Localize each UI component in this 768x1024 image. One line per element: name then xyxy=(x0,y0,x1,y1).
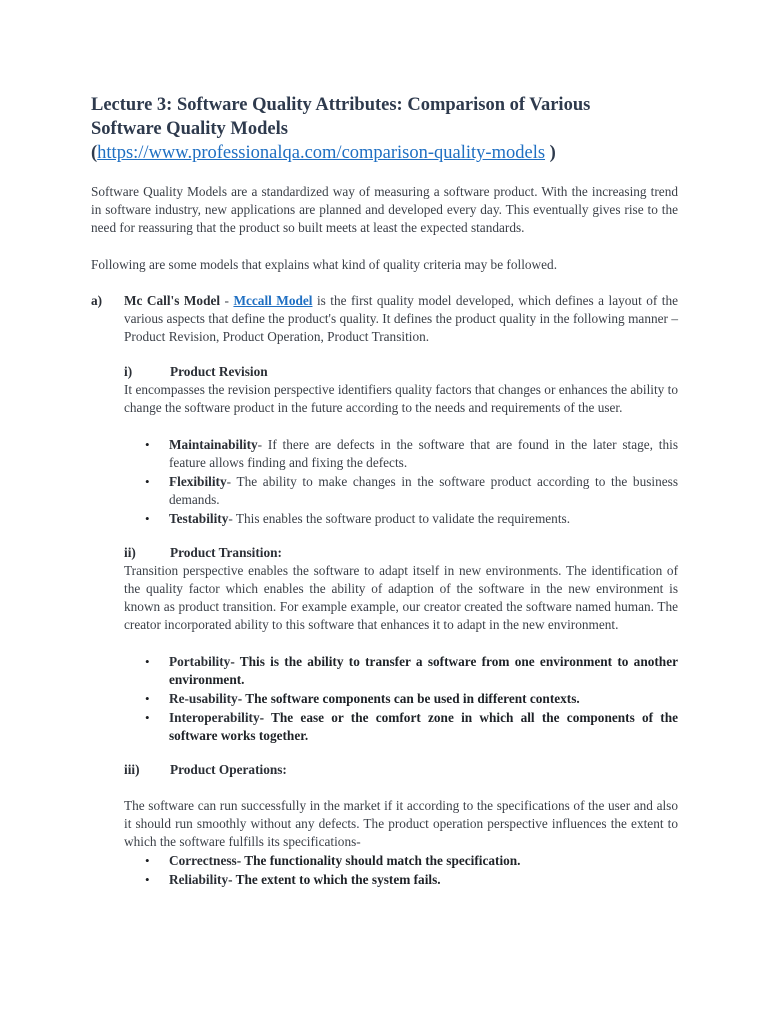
bullet-icon: • xyxy=(145,437,150,452)
document-page xyxy=(91,93,678,889)
mccall-text: is the first quality model developed, which defines a layout of the various aspects that define the product's quality. It defines the product quality in the following manner – Product Revision, Product Operation, Product Transition. xyxy=(124,293,679,344)
operations-num: iii) xyxy=(124,762,140,777)
list-item xyxy=(145,653,678,689)
section-marker: a) xyxy=(91,293,103,308)
paren-close: ) xyxy=(549,143,556,163)
bullet-icon: • xyxy=(145,710,150,725)
revision-heading-text: Product Revision xyxy=(170,364,268,379)
mccall-model-link[interactable]: Mccall Model xyxy=(233,293,313,308)
mccall-dash: - xyxy=(220,293,234,308)
item-desc: - If there are defects in the software that are found in the later stage, this feature allows finding and fixing the defects. xyxy=(169,437,678,470)
revision-paragraph: It encompasses the revision perspective identifiers quality factors that changes or enhances the ability to change the software product in the future according to the needs and requirements of the user. xyxy=(124,382,678,415)
list-item xyxy=(145,871,678,889)
item-desc: - The software components can be used in different contexts. xyxy=(237,691,580,706)
transition-heading xyxy=(124,544,678,562)
operations-list xyxy=(145,852,678,889)
intro-paragraph: Software Quality Models are a standardized way of measuring a software product. With the increasing trend in software industry, new applications are planned and developed every day. This eventually gives rise to the need for reassuring that the product so built meets at least the expected standards. xyxy=(91,184,678,235)
item-desc: - The extent to which the system fails. xyxy=(228,872,441,887)
item-term: Maintainability xyxy=(169,437,258,452)
list-item xyxy=(145,852,678,870)
page-title xyxy=(91,93,678,141)
operations-heading-text: Product Operations: xyxy=(170,762,287,777)
item-desc: - The functionality should match the specification. xyxy=(236,853,521,868)
bullet-icon: • xyxy=(145,691,150,706)
list-item xyxy=(145,436,678,472)
item-desc: - The ability to make changes in the software product according to the business demands. xyxy=(169,474,678,507)
revision-heading xyxy=(124,363,678,381)
item-term: Re-usability xyxy=(169,691,238,706)
paren-open: ( xyxy=(91,143,98,163)
item-term: Reliability xyxy=(169,872,229,887)
bullet-icon: • xyxy=(145,872,150,887)
operations-paragraph: The software can run successfully in the market if it according to the specifications of the user and also it should run smoothly without any defects. The product operation perspective influences the extent to which the software fulfills its specifications- xyxy=(124,798,678,849)
item-term: Testability xyxy=(169,511,229,526)
bullet-icon: • xyxy=(145,474,150,489)
operations-heading xyxy=(124,761,678,779)
title-line-2: Software Quality Models xyxy=(91,119,288,139)
title-line-1: Lecture 3: Software Quality Attributes: Comparison of Various xyxy=(91,95,591,115)
subsection-revision xyxy=(124,363,678,528)
item-desc: - This enables the software product to validate the requirements. xyxy=(228,511,571,526)
section-mccall xyxy=(91,292,678,346)
mccall-paragraph xyxy=(124,292,678,346)
bullet-icon: • xyxy=(145,654,150,669)
list-item xyxy=(145,510,678,528)
item-term: Flexibility xyxy=(169,474,227,489)
subsection-transition xyxy=(124,544,678,745)
title-source-line xyxy=(91,141,678,166)
revision-list xyxy=(145,436,678,528)
revision-num: i) xyxy=(124,364,133,379)
item-desc: - The ease or the comfort zone in which all the components of the software works together. xyxy=(169,710,678,743)
transition-paragraph: Transition perspective enables the software to adapt itself in new environments. The identification of the quality factor which enables the ability of adaption of the software in the new environment is known as product transition. For example example, our creator created the software named human. The creator incorporated ability to this software that enhances it to adapt in the new environment. xyxy=(124,563,678,632)
subsection-operations xyxy=(124,761,678,889)
source-url-link[interactable]: https://www.professionalqa.com/comparison-quality-models xyxy=(97,143,546,163)
following-paragraph: Following are some models that explains what kind of quality criteria may be followed. xyxy=(91,257,558,272)
item-term: Interoperability xyxy=(169,710,260,725)
bullet-icon: • xyxy=(145,511,150,526)
transition-num: ii) xyxy=(124,545,136,560)
transition-list xyxy=(145,653,678,745)
transition-heading-text: Product Transition: xyxy=(170,545,282,560)
mccall-name: Mc Call's Model xyxy=(124,293,221,308)
item-desc: - This is the ability to transfer a software from one environment to another environment. xyxy=(169,654,678,687)
item-term: Correctness xyxy=(169,853,237,868)
list-item xyxy=(145,690,678,708)
bullet-icon: • xyxy=(145,853,150,868)
list-item xyxy=(145,473,678,509)
list-item xyxy=(145,709,678,745)
item-term: Portability xyxy=(169,654,231,669)
